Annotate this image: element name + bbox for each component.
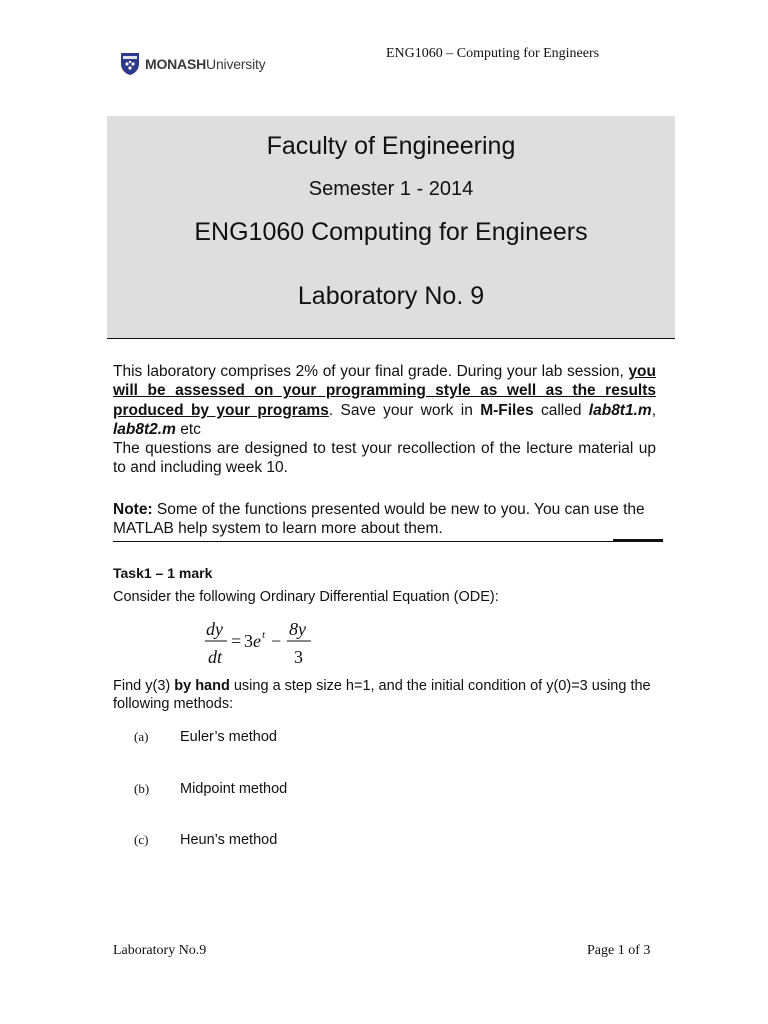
eq-minus: − xyxy=(271,631,282,651)
faculty-title: Faculty of Engineering xyxy=(266,132,516,160)
monash-crest-icon xyxy=(120,52,140,76)
method-item: (c) Heun’s method xyxy=(134,832,278,848)
task1-intro: Consider the following Ordinary Differential Equation (ODE): xyxy=(113,589,499,605)
monash-logo xyxy=(120,52,266,76)
method-item: (a) Euler’s method xyxy=(134,729,277,745)
note-label: Note: xyxy=(113,501,153,518)
eq-equals: = xyxy=(231,631,242,651)
logo-wordmark: MONASHUniversity xyxy=(145,56,266,72)
by-hand-emphasis: by hand xyxy=(174,678,230,694)
task1-title: Task1 – 1 mark xyxy=(113,565,213,581)
questions-text: The questions are designed to test your recollection of the lecture material up to and including week 10. xyxy=(113,440,656,477)
semester-title: Semester 1 - 2014 xyxy=(308,178,474,200)
note-paragraph xyxy=(113,500,656,539)
intro-paragraph: This laboratory comprises 2% of your final grade. During your lab session, you will be assessed on your programming style as well as the results produced by your programs. Save your work in M-Files called lab8t1.m, lab8t2.m etc The questions are designed to test your recollection of the lecture material up to and including week 10. xyxy=(113,363,656,477)
eq-coefficient: 3 xyxy=(244,631,253,651)
footer-page-number: Page 1 of 3 xyxy=(587,943,651,958)
assessment-emphasis: you will be assessed on your programming style as well as the results produced by your programs xyxy=(113,363,656,419)
footer-lab-label: Laboratory No.9 xyxy=(113,943,207,958)
title-box xyxy=(107,116,675,339)
course-title: ENG1060 Computing for Engineers xyxy=(194,218,588,246)
eq-rhs-denominator: 3 xyxy=(294,647,303,667)
eq-base: e xyxy=(253,631,261,651)
method-item: (b) Midpoint method xyxy=(134,781,288,797)
file-name-2: lab8t2.m xyxy=(113,420,176,438)
task1-find-instructions: Find y(3) by hand using a step size h=1, and the initial condition of y(0)=3 using the following methods: xyxy=(113,678,651,712)
eq-exponent: t xyxy=(262,629,266,641)
file-name-1: lab8t1.m xyxy=(588,401,652,419)
section-divider xyxy=(113,541,663,542)
header-course-title: ENG1060 – Computing for Engineers xyxy=(386,46,600,61)
eq-lhs-denominator: dt xyxy=(208,647,223,667)
lab-title: Laboratory No. 9 xyxy=(297,282,485,310)
intro-text: This laboratory comprises 2% of your final grade. During your lab session, xyxy=(113,363,624,380)
ode-equation xyxy=(205,616,325,672)
eq-lhs-numerator: dy xyxy=(206,619,223,639)
mfiles-label: M-Files xyxy=(480,401,534,419)
eq-rhs-numerator: 8y xyxy=(289,619,306,639)
note-text: Some of the functions presented would be new to you. You can use the MATLAB help system to learn more about them. xyxy=(113,501,645,538)
